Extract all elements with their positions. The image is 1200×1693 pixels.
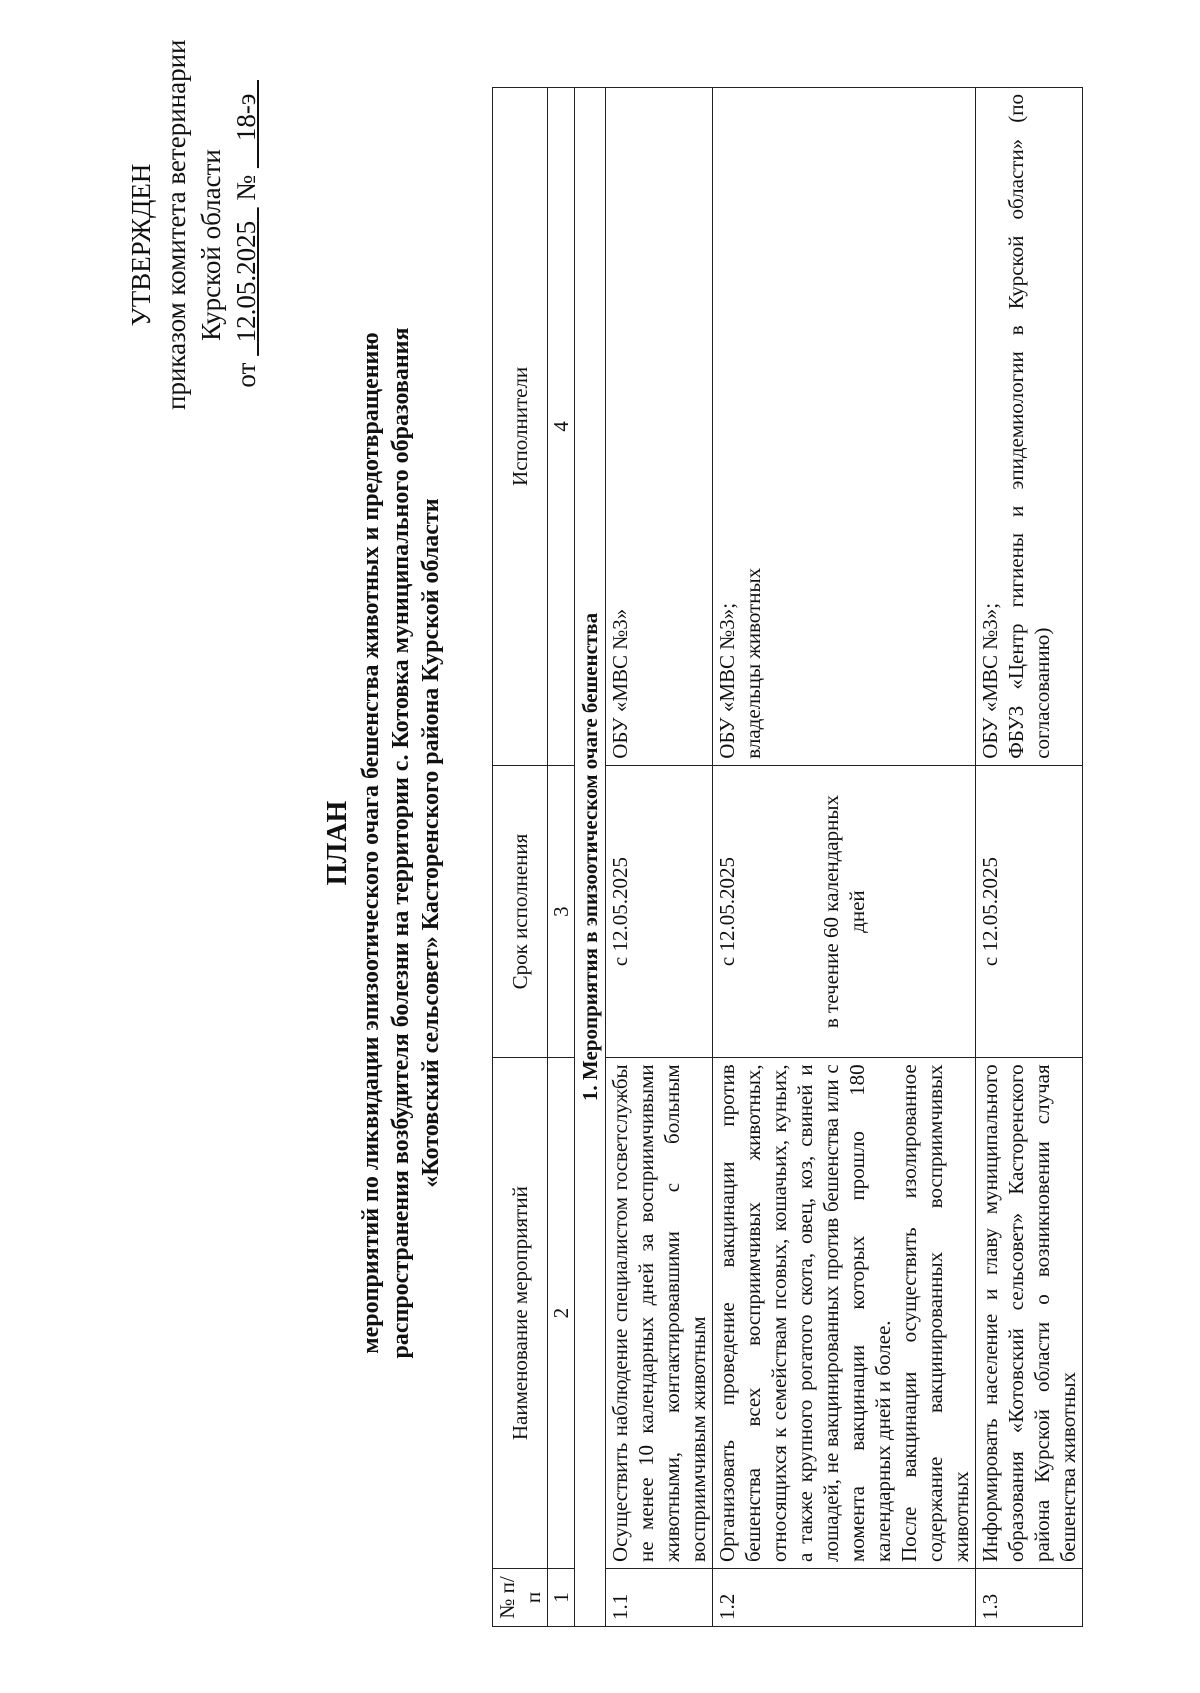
row-period-cell: [713, 765, 976, 1058]
approval-stamp: [124, 39, 264, 410]
row-action: Осуществить наблюдение специалистом госветслужбы не менее 10 календарных дней за восприимчивыми животными, контактировавшими с больным восприимчивым животным: [606, 1058, 713, 1569]
approval-from: от: [231, 362, 261, 388]
row-number: 1.2: [713, 1568, 976, 1626]
column-number: 4: [548, 88, 575, 766]
table-row: [713, 88, 976, 1627]
row-executors: ОБУ «МВС №3»;: [978, 602, 1002, 759]
approval-number: 18-э: [231, 93, 261, 142]
plan-title-line-2: распространения возбудителя болезни на территории с. Котовка муниципального образования: [388, 327, 414, 1359]
approval-number-sign: №: [231, 174, 261, 201]
plan-table: [492, 87, 1083, 1627]
approval-order: приказом комитета ветеринарии: [161, 39, 191, 410]
row-period: с 12.05.2025: [606, 765, 713, 1058]
row-executors: ОБУ «МВС №3»;: [715, 602, 739, 759]
plan-title-block: [320, 113, 446, 1573]
row-period: с 12.05.2025: [715, 857, 739, 967]
plan-title-line-3: «Котовский сельсовет» Касторенского района Курской области: [418, 498, 444, 1188]
row-action-cell: [713, 1058, 976, 1569]
section-row: [575, 88, 606, 1627]
row-period: с 12.05.2025: [976, 765, 1083, 1058]
row-period-extra: в течение 60 календарных дней: [819, 795, 869, 1029]
column-number: 3: [548, 765, 575, 1058]
plan-title-line-1: мероприятий по ликвидации эпизоотического очага бешенства животных и предотвращению: [358, 332, 384, 1354]
row-action: Информировать население и главу муниципального образования «Котовский сельсовет» Касторенского района Курской области о возникновении случая бешенства животных: [976, 1058, 1083, 1569]
row-action: Организовать проведение вакцинации против бешенства всех восприимчивых животных, относящихся к семействам псовых, кошачьих, куньих, а также крупного рогатого скота, овец, коз, свиней и лошадей, не вакцинированных против бешенства или с момента вакцинации которых прошло 180 календарных дней и более.: [715, 1064, 895, 1562]
header-executors: Исполнители: [493, 88, 548, 766]
period-gap: [740, 772, 818, 1052]
row-executors-cell: [713, 88, 976, 766]
row-action-extra: После вакцинации осуществить изолированное содержание вакцинированных восприимчивых животных: [897, 1064, 973, 1562]
row-number: 1.3: [976, 1568, 1083, 1626]
header-number: № п/п: [493, 1568, 548, 1626]
table-header-row: [493, 88, 548, 1627]
table-row: [606, 88, 713, 1627]
approval-region: Курской области: [196, 149, 226, 341]
plan-heading: ПЛАН: [322, 800, 353, 886]
approval-title: УТВЕРЖДЕН: [126, 163, 156, 327]
approval-date-number: [229, 80, 264, 410]
row-executors: ОБУ «МВС №3»: [606, 88, 713, 766]
row-executors-cell: [976, 88, 1083, 766]
row-executors-extra: ФБУЗ «Центр гигиены и эпидемиологии в Курской области» (по согласованию): [1004, 94, 1054, 759]
table-row: [976, 88, 1083, 1627]
section-title: 1. Мероприятия в эпизоотическом очаге бешенства: [575, 88, 606, 1627]
header-period: Срок исполнения: [493, 765, 548, 1058]
header-action: Наименование мероприятий: [493, 1058, 548, 1569]
column-number: 2: [548, 1058, 575, 1569]
column-number: 1: [548, 1568, 575, 1626]
column-number-row: [548, 88, 575, 1627]
approval-date: 12.05.2025: [231, 220, 261, 343]
row-number: 1.1: [606, 1568, 713, 1626]
row-executors-extra: владельцы животных: [741, 567, 765, 759]
